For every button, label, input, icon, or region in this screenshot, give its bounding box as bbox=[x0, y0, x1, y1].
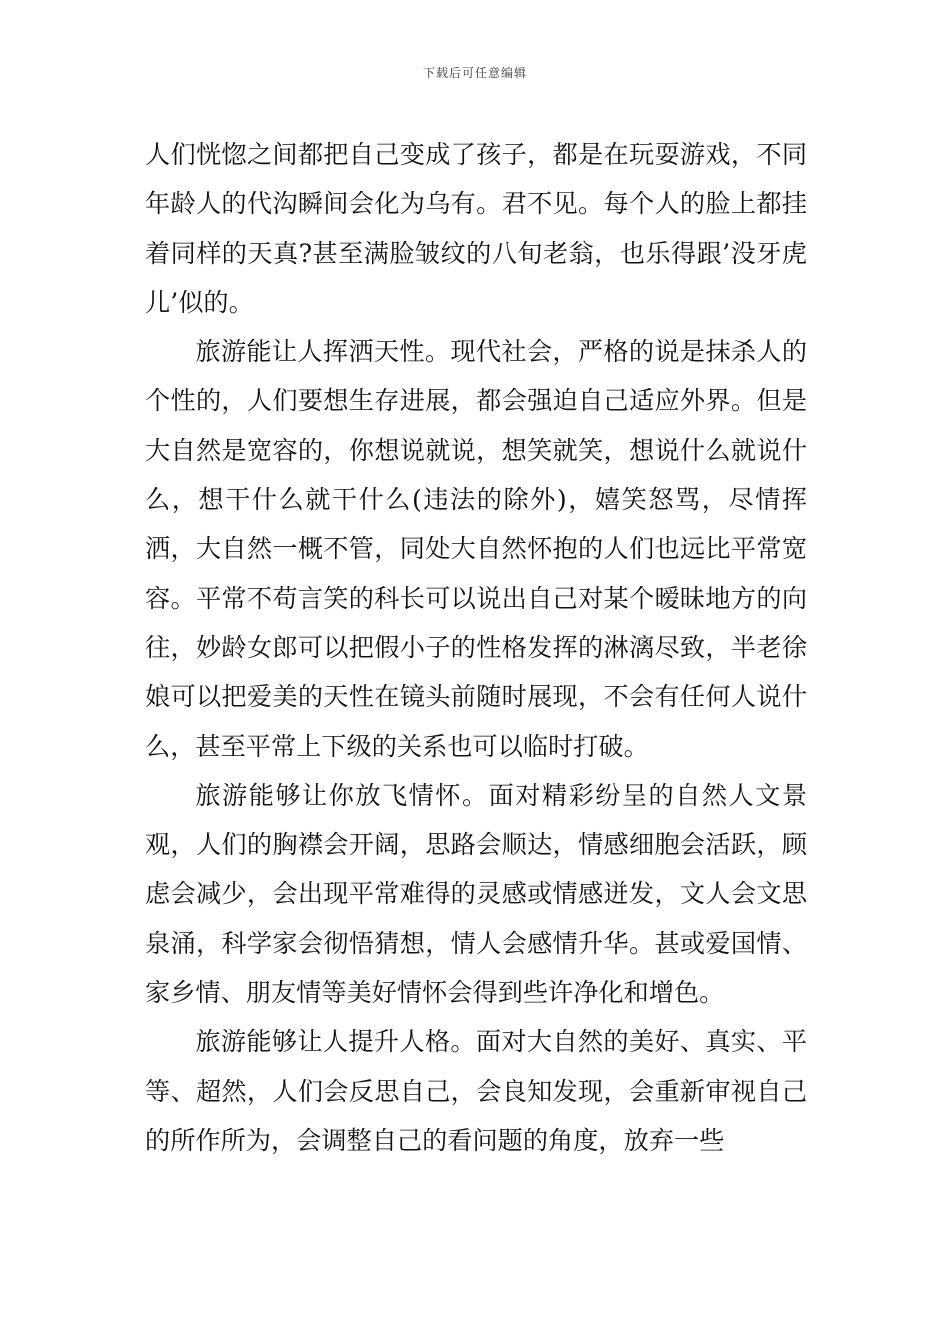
page-header: 下载后可任意编辑 bbox=[422, 66, 527, 80]
paragraph-character: 旅游能够让人提升人格。面对大自然的美好、真实、平等、超然，人们会反思自己，会良知发现，会重新审视自己的所作所为，会调整自己的看问题的角度，放弃一些 bbox=[145, 1027, 807, 1155]
paragraph-continuation: 人们恍惚之间都把自己变成了孩子，都是在玩耍游戏，不同年龄人的代沟瞬间会化为乌有。君不见。每个人的脸上都挂着同样的天真?甚至满脸皱纹的八旬老翁，也乐得跟’没牙虎儿’似的。 bbox=[145, 140, 807, 317]
paragraph-feelings: 旅游能够让你放飞情怀。面对精彩纷呈的自然人文景观，人们的胸襟会开阔，思路会顺达，情感细胞会活跃，顾虑会减少，会出现平常难得的灵感或情感迸发，文人会文思泉涌，科学家会彻悟猜想，情人会感情升华。甚或爱国情、家乡情、朋友情等美好情怀会得到些许净化和增色。 bbox=[145, 780, 807, 1008]
paragraph-nature-freedom: 旅游能让人挥洒天性。现代社会，严格的说是抹杀人的个性的，人们要想生存进展，都会强迫自己适应外界。但是大自然是宽容的，你想说就说，想笑就笑，想说什么就说什么，想干什么就干什么(违法的除外)，嬉笑怒骂，尽情挥洒，大自然一概不管，同处大自然怀抱的人们也远比平常宽容。平常不苟言笑的科长可以说出自己对某个暧昧地方的向往，妙龄女郎可以把假小子的性格发挥的淋漓尽致，半老徐娘可以把爱美的天性在镜头前随时展现，不会有任何人说什么，甚至平常上下级的关系也可以临时打破。 bbox=[145, 337, 807, 761]
document-body bbox=[145, 130, 807, 1165]
